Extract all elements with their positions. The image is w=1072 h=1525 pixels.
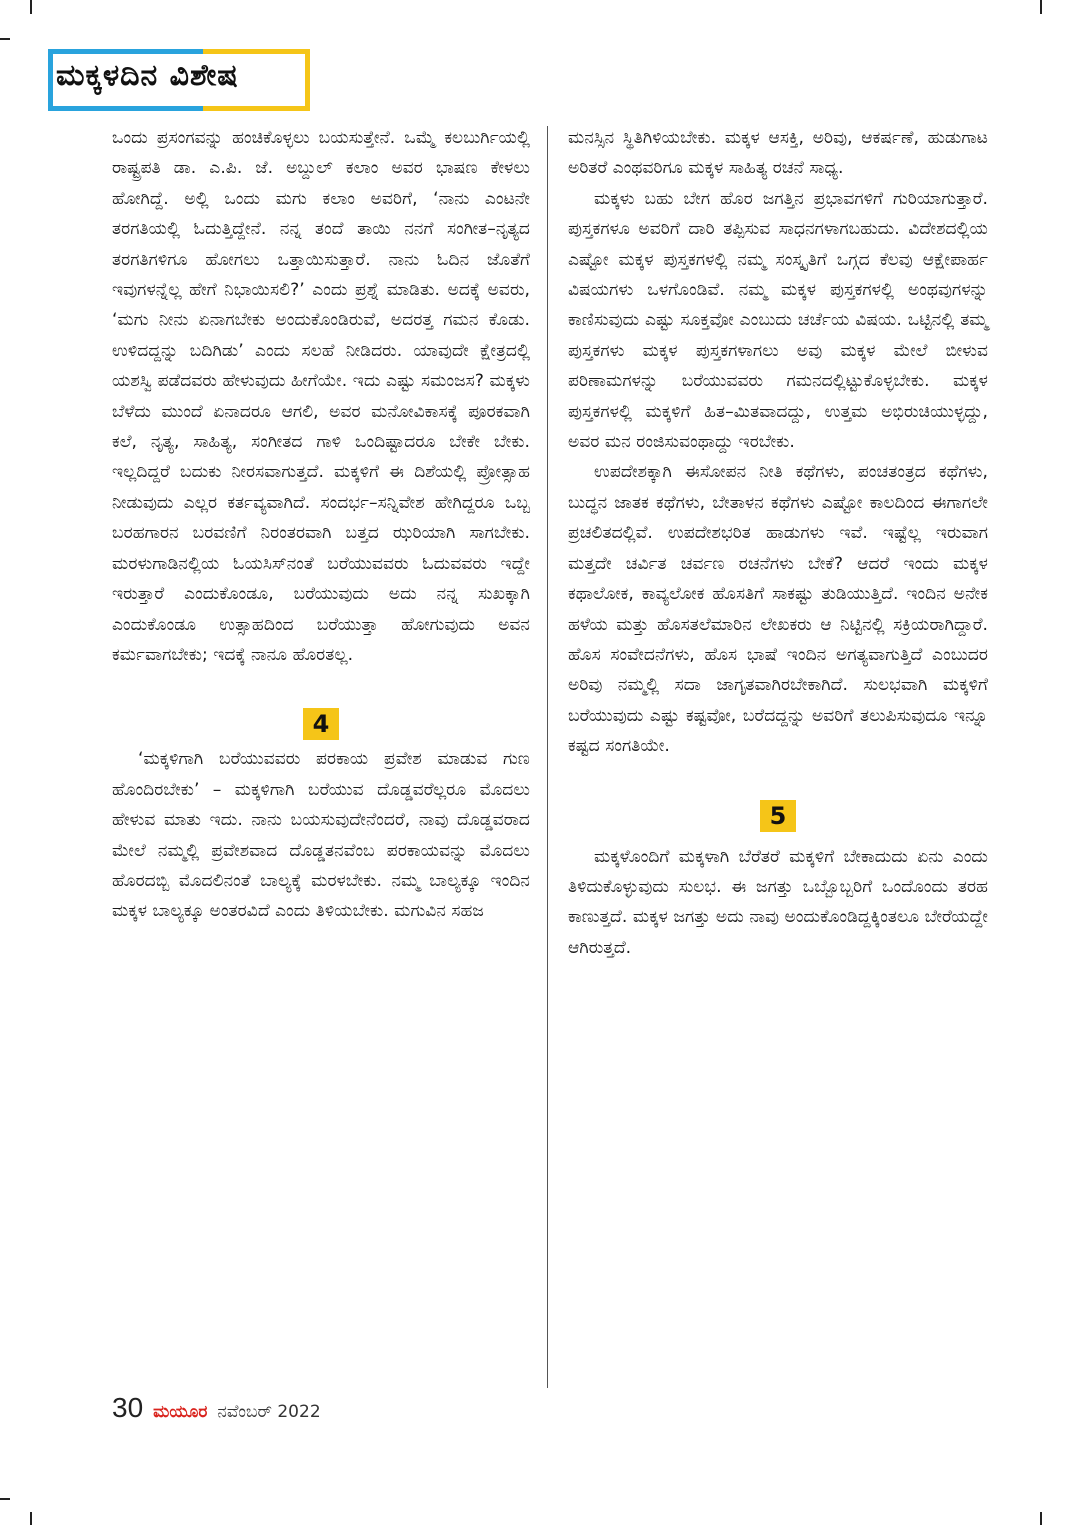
section-number-5: 5: [760, 800, 796, 832]
crop-mark-bottom-right: [1040, 1512, 1042, 1525]
issue-date: ನವೆಂಬರ್ 2022: [217, 1402, 321, 1422]
left-column: [112, 123, 530, 927]
crop-mark-top-right: [1040, 0, 1042, 14]
right-paragraph-1: ಮನಸ್ಸಿನ ಸ್ಥಿತಿಗಿಳಿಯಬೇಕು. ಮಕ್ಕಳ ಆಸಕ್ತಿ, ಅರಿವು, ಆಕರ್ಷಣೆ, ಹುಡುಗಾಟ ಅರಿತರೆ ಎಂಥವರಿಗೂ ಮಕ್ಕಳ ಸಾಹಿತ್ಯ ರಚನೆ ಸಾಧ್ಯ.: [568, 128, 988, 179]
left-paragraph-1: ಒಂದು ಪ್ರಸಂಗವನ್ನು ಹಂಚಿಕೊಳ್ಳಲು ಬಯಸುತ್ತೇನೆ. ಒಮ್ಮೆ ಕಲಬುರ್ಗಿಯಲ್ಲಿ ರಾಷ್ಟ್ರಪತಿ ಡಾ. ಎ.ಪಿ. ಜೆ. ಅಬ್ದುಲ್ ಕಲಾಂ ಅವರ ಭಾಷಣ ಕೇಳಲು ಹೋಗಿದ್ದೆ. ಅಲ್ಲಿ ಒಂದು ಮಗು ಕಲಾಂ ಅವರಿಗೆ, ‘ನಾನು ಎಂಟನೇ ತರಗತಿಯಲ್ಲಿ ಓದುತ್ತಿದ್ದೇನೆ. ನನ್ನ ತಂದೆ ತಾಯಿ ನನಗೆ ಸಂಗೀತ–ನೃತ್ಯದ ತರಗತಿಗಳಿಗೂ ಹೋಗಲು ಒತ್ತಾಯಿಸುತ್ತಾರೆ. ನಾನು ಓದಿನ ಜೊತೆಗೆ ಇವುಗಳನ್ನೆಲ್ಲ ಹೇಗೆ ನಿಭಾಯಿಸಲಿ?’ ಎಂದು ಪ್ರಶ್ನೆ ಮಾಡಿತು. ಅದಕ್ಕೆ ಅವರು, ‘ಮಗು ನೀನು ಏನಾಗಬೇಕು ಅಂದುಕೊಂಡಿರುವೆ, ಅದರತ್ತ ಗಮನ ಕೊಡು. ಉಳಿದದ್ದನ್ನು ಬದಿಗಿಡು’ ಎಂದು ಸಲಹೆ ನೀಡಿದರು. ಯಾವುದೇ ಕ್ಷೇತ್ರದಲ್ಲಿ ಯಶಸ್ವಿ ಪಡೆದವರು ಹೇಳುವುದು ಹೀಗೆಯೇ. ಇದು ಎಷ್ಟು ಸಮಂಜಸ? ಮಕ್ಕಳು ಬೆಳೆದು ಮುಂದೆ ಏನಾದರೂ ಆಗಲಿ, ಅವರ ಮನೋವಿಕಾಸಕ್ಕೆ ಪೂರಕವಾಗಿ ಕಲೆ, ನೃತ್ಯ, ಸಾಹಿತ್ಯ, ಸಂಗೀತದ ಗಾಳಿ ಒಂದಿಷ್ಟಾದರೂ ಬೇಕೇ ಬೇಕು. ಇಲ್ಲದಿದ್ದರೆ ಬದುಕು ನೀರಸವಾಗುತ್ತದೆ. ಮಕ್ಕಳಿಗೆ ಈ ದಿಶೆಯಲ್ಲಿ ಪ್ರೋತ್ಸಾಹ ನೀಡುವುದು ಎಲ್ಲರ ಕರ್ತವ್ಯವಾಗಿದೆ. ಸಂದರ್ಭ–ಸನ್ನಿವೇಶ ಹೇಗಿದ್ದರೂ ಒಬ್ಬ ಬರಹಗಾರನ ಬರವಣಿಗೆ ನಿರಂತರವಾಗಿ ಬತ್ತದ ಝರಿಯಾಗಿ ಸಾಗಬೇಕು. ಮರಳುಗಾಡಿನಲ್ಲಿಯ ಓಯಸಿಸ್‌ನಂತೆ ಬರೆಯುವವರು ಓದುವವರು ಇದ್ದೇ ಇರುತ್ತಾರೆ ಎಂದುಕೊಂಡೂ, ಬರೆಯುವುದು ಅದು ನನ್ನ ಸುಖಕ್ಕಾಗಿ ಎಂದುಕೊಂಡೂ ಉತ್ಸಾಹದಿಂದ ಬರೆಯುತ್ತಾ ಹೋಗುವುದು ಅವನ ಕರ್ಮವಾಗಬೇಕು; ಇದಕ್ಕೆ ನಾನೂ ಹೊರತಲ್ಲ.: [112, 128, 530, 665]
crop-mark-left-top: [0, 38, 10, 40]
crop-mark-top-left: [30, 0, 32, 14]
column-divider: [547, 126, 548, 1388]
right-paragraph-3: ಉಪದೇಶಕ್ಕಾಗಿ ಈಸೋಪನ ನೀತಿ ಕಥೆಗಳು, ಪಂಚತಂತ್ರದ ಕಥೆಗಳು, ಬುದ್ಧನ ಜಾತಕ ಕಥೆಗಳು, ಬೇತಾಳನ ಕಥೆಗಳು ಎಷ್ಟೋ ಕಾಲದಿಂದ ಈಗಾಗಲೇ ಪ್ರಚಲಿತದಲ್ಲಿವೆ. ಉಪದೇಶಭರಿತ ಹಾಡುಗಳು ಇವೆ. ಇಷ್ಟೆಲ್ಲ ಇರುವಾಗ ಮತ್ತದೇ ಚರ್ವಿತ ಚರ್ವಣ ರಚನೆಗಳು ಬೇಕೆ? ಆದರೆ ಇಂದು ಮಕ್ಕಳ ಕಥಾಲೋಕ, ಕಾವ್ಯಲೋಕ ಹೊಸತಿಗೆ ಸಾಕಷ್ಟು ತುಡಿಯುತ್ತಿದೆ. ಇಂದಿನ ಅನೇಕ ಹಳೆಯ ಮತ್ತು ಹೊಸತಲೆಮಾರಿನ ಲೇಖಕರು ಆ ನಿಟ್ಟಿನಲ್ಲಿ ಸಕ್ರಿಯರಾಗಿದ್ದಾರೆ. ಹೊಸ ಸಂವೇದನೆಗಳು, ಹೊಸ ಭಾಷೆ ಇಂದಿನ ಅಗತ್ಯವಾಗುತ್ತಿದೆ ಎಂಬುದರ ಅರಿವು ನಮ್ಮಲ್ಲಿ ಸದಾ ಜಾಗೃತವಾಗಿರಬೇಕಾಗಿದೆ. ಸುಲಭವಾಗಿ ಮಕ್ಕಳಿಗೆ ಬರೆಯುವುದು ಎಷ್ಟು ಕಷ್ಟವೋ, ಬರೆದದ್ದನ್ನು ಅವರಿಗೆ ತಲುಪಿಸುವುದೂ ಇನ್ನೂ ಕಷ್ಟದ ಸಂಗತಿಯೇ.: [568, 462, 988, 757]
section-number-4: 4: [303, 708, 339, 740]
page-footer: [112, 1392, 321, 1432]
right-column: [568, 123, 988, 963]
crop-mark-bottom-left: [30, 1512, 32, 1525]
section-header-title: ಮಕ್ಕಳದಿನ ವಿಶೇಷ: [56, 58, 239, 93]
page-number: 30: [112, 1392, 144, 1423]
magazine-logo: ಮಯೂರ: [153, 1402, 208, 1422]
crop-mark-left-bottom: [0, 1498, 10, 1500]
right-paragraph-2: ಮಕ್ಕಳು ಬಹು ಬೇಗ ಹೊರ ಜಗತ್ತಿನ ಪ್ರಭಾವಗಳಿಗೆ ಗುರಿಯಾಗುತ್ತಾರೆ. ಪುಸ್ತಕಗಳೂ ಅವರಿಗೆ ದಾರಿ ತಪ್ಪಿಸುವ ಸಾಧನಗಳಾಗಬಹುದು. ವಿದೇಶದಲ್ಲಿಯ ಎಷ್ಟೋ ಮಕ್ಕಳ ಪುಸ್ತಕಗಳಲ್ಲಿ ನಮ್ಮ ಸಂಸ್ಕೃತಿಗೆ ಒಗ್ಗದ ಕೆಲವು ಆಕ್ಷೇಪಾರ್ಹ ವಿಷಯಗಳು ಒಳಗೊಂಡಿವೆ. ನಮ್ಮ ಮಕ್ಕಳ ಪುಸ್ತಕಗಳಲ್ಲಿ ಅಂಥವುಗಳನ್ನು ಕಾಣಿಸುವುದು ಎಷ್ಟು ಸೂಕ್ತವೋ ಎಂಬುದು ಚರ್ಚೆಯ ವಿಷಯ. ಒಟ್ಟಿನಲ್ಲಿ ತಮ್ಮ ಪುಸ್ತಕಗಳು ಮಕ್ಕಳ ಪುಸ್ತಕಗಳಾಗಲು ಅವು ಮಕ್ಕಳ ಮೇಲೆ ಬೀಳುವ ಪರಿಣಾಮಗಳನ್ನು ಬರೆಯುವವರು ಗಮನದಲ್ಲಿಟ್ಟುಕೊಳ್ಳಬೇಕು. ಮಕ್ಕಳ ಪುಸ್ತಕಗಳಲ್ಲಿ ಮಕ್ಕಳಿಗೆ ಹಿತ–ಮಿತವಾದದ್ದು, ಉತ್ತಮ ಅಭಿರುಚಿಯುಳ್ಳದ್ದು, ಅವರ ಮನ ರಂಜಿಸುವಂಥಾದ್ದು ಇರಬೇಕು.: [568, 188, 988, 453]
right-paragraph-4: ಮಕ್ಕಳೊಂದಿಗೆ ಮಕ್ಕಳಾಗಿ ಬೆರೆತರೆ ಮಕ್ಕಳಿಗೆ ಬೇಕಾದುದು ಏನು ಎಂದು ತಿಳಿದುಕೊಳ್ಳುವುದು ಸುಲಭ. ಈ ಜಗತ್ತು ಒಬ್ಬೊಬ್ಬರಿಗೆ ಒಂದೊಂದು ತರಹ ಕಾಣುತ್ತದೆ. ಮಕ್ಕಳ ಜಗತ್ತು ಅದು ನಾವು ಅಂದುಕೊಂಡಿದ್ದಕ್ಕಿಂತಲೂ ಬೇರೆಯದ್ದೇ ಆಗಿರುತ್ತದೆ.: [568, 846, 988, 958]
left-paragraph-2: ‘ಮಕ್ಕಳಿಗಾಗಿ ಬರೆಯುವವರು ಪರಕಾಯ ಪ್ರವೇಶ ಮಾಡುವ ಗುಣ ಹೊಂದಿರಬೇಕು’ – ಮಕ್ಕಳಿಗಾಗಿ ಬರೆಯುವ ದೊಡ್ಡವರೆಲ್ಲರೂ ಮೊದಲು ಹೇಳುವ ಮಾತು ಇದು. ನಾನು ಬಯಸುವುದೇನೆಂದರೆ, ನಾವು ದೊಡ್ಡವರಾದ ಮೇಲೆ ನಮ್ಮಲ್ಲಿ ಪ್ರವೇಶವಾದ ದೊಡ್ಡತನವೆಂಬ ಪರಕಾಯವನ್ನು ಮೊದಲು ಹೊರದಬ್ಬಿ ಮೊದಲಿನಂತೆ ಬಾಲ್ಯಕ್ಕೆ ಮರಳಬೇಕು. ನಮ್ಮ ಬಾಲ್ಯಕ್ಕೂ ಇಂದಿನ ಮಕ್ಕಳ ಬಾಲ್ಯಕ್ಕೂ ಅಂತರವಿದೆ ಎಂದು ತಿಳಿಯಬೇಕು. ಮಗುವಿನ ಸಹಜ: [112, 749, 530, 922]
